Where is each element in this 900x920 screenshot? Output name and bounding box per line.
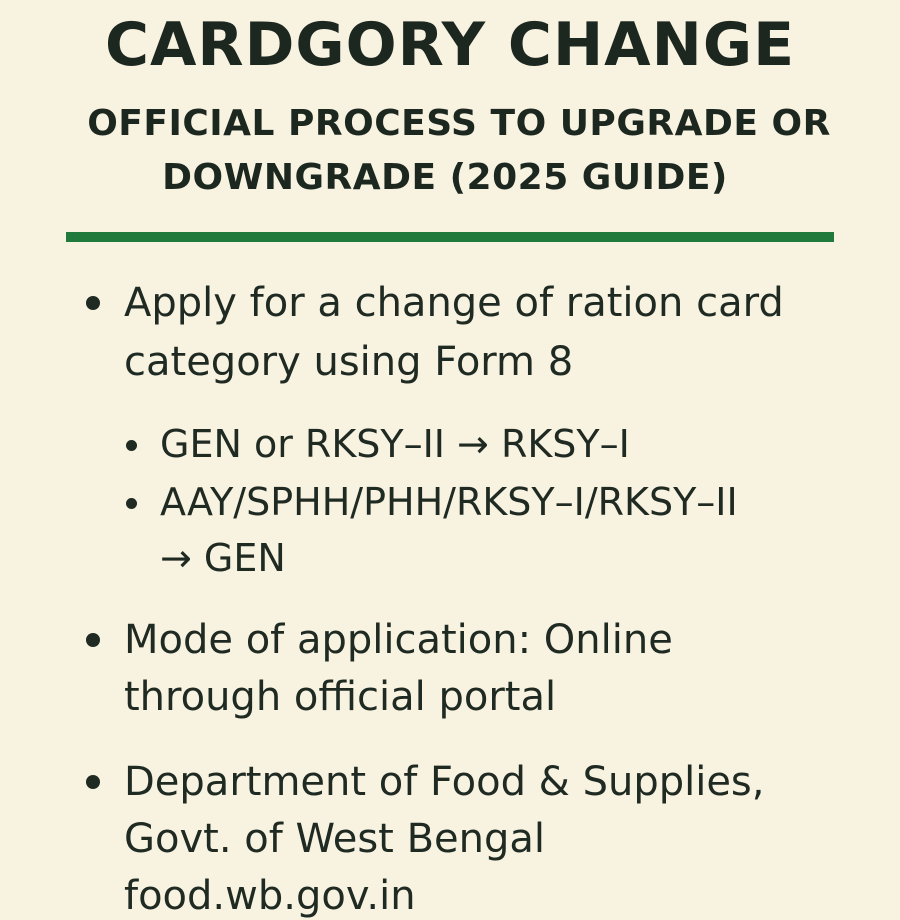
page-subtitle-line-2: DOWNGRADE (2025 GUIDE) bbox=[162, 157, 728, 198]
list-item-text-line-1: Mode of application: Online bbox=[124, 617, 673, 663]
list-item-text-line-2: category using Form 8 bbox=[124, 339, 574, 385]
list-item-text-line-2: through official portal bbox=[124, 674, 557, 720]
page-title: CARDGORY CHANGE bbox=[104, 10, 796, 80]
list-item-text-line-2: Govt. of West Bengal bbox=[124, 816, 545, 862]
sub-list-item-text-line-1: AAY/SPHH/PHH/RKSY–I/RKSY–II bbox=[160, 480, 738, 524]
list-item-text-line-1: Apply for a change of ration card bbox=[124, 280, 784, 326]
list-item-text-line-3: food.wb.gov.in bbox=[124, 873, 416, 919]
bullet-icon bbox=[126, 440, 137, 451]
bullet-icon bbox=[86, 775, 100, 789]
page-subtitle-line-1: OFFICIAL PROCESS TO UPGRADE OR bbox=[87, 103, 831, 144]
sub-list-item-text-line-1: GEN or RKSY–II → RKSY–I bbox=[160, 422, 630, 466]
bullet-icon bbox=[126, 498, 137, 509]
title-divider bbox=[66, 232, 834, 242]
sub-list-item-text-line-2: → GEN bbox=[160, 536, 286, 580]
bullet-icon bbox=[86, 296, 100, 310]
list-item-text-line-1: Department of Food & Supplies, bbox=[124, 759, 765, 805]
bullet-icon bbox=[86, 633, 100, 647]
